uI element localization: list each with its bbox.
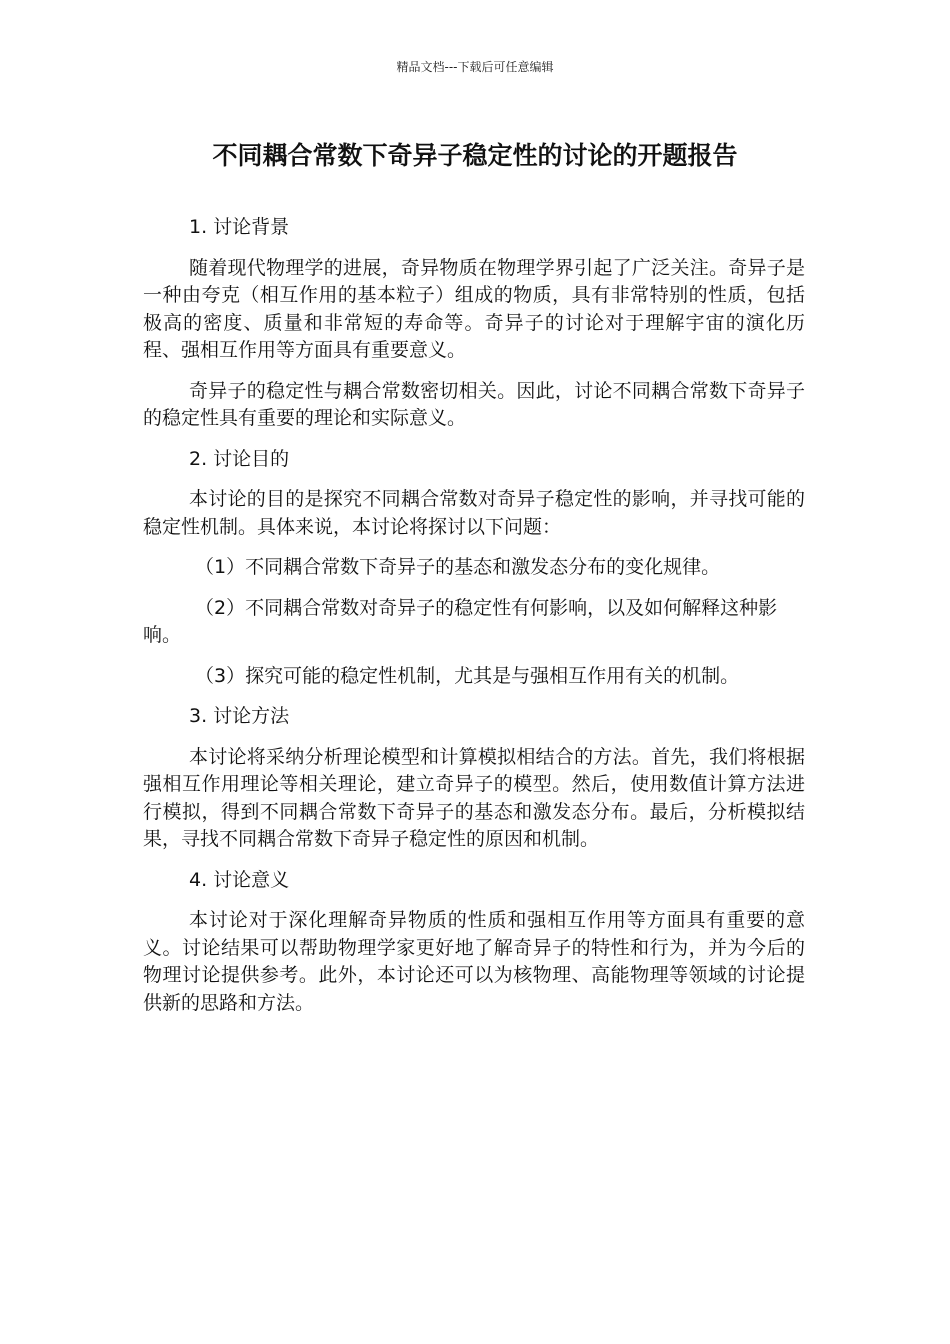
paragraph: 本讨论的目的是探究不同耦合常数对奇异子稳定性的影响，并寻找可能的稳定性机制。具体来说，本讨论将探讨以下问题：: [143, 488, 805, 538]
section-heading-purpose: 2. 讨论目的: [189, 447, 290, 470]
list-item: （2）不同耦合常数对奇异子的稳定性有何影响，以及如何解释这种影响。: [143, 596, 778, 646]
paragraph: 本讨论将采纳分析理论模型和计算模拟相结合的方法。首先，我们将根据强相互作用理论等相关理论，建立奇异子的模型。然后，使用数值计算方法进行模拟，得到不同耦合常数下奇异子的基态和激发态分布。最后，分析模拟结果，寻找不同耦合常数下奇异子稳定性的原因和机制。: [143, 745, 805, 850]
paragraph: 本讨论对于深化理解奇异物质的性质和强相互作用等方面具有重要的意义。讨论结果可以帮助物理学家更好地了解奇异子的特性和行为，并为今后的物理讨论提供参考。此外，本讨论还可以为核物理、高能物理等领域的讨论提供新的思路和方法。: [143, 909, 805, 1014]
section-heading-method: 3. 讨论方法: [189, 705, 290, 727]
header-note: 精品文档---下载后可任意编辑: [396, 60, 554, 74]
paragraph: 奇异子的稳定性与耦合常数密切相关。因此，讨论不同耦合常数下奇异子的稳定性具有重要的理论和实际意义。: [143, 379, 805, 429]
list-item: （1）不同耦合常数下奇异子的基态和激发态分布的变化规律。: [195, 556, 721, 578]
list-item: （3）探究可能的稳定性机制，尤其是与强相互作用有关的机制。: [195, 664, 740, 687]
section-heading-significance: 4. 讨论意义: [189, 868, 290, 891]
document-title: 不同耦合常数下奇异子稳定性的讨论的开题报告: [212, 141, 738, 170]
paragraph: 随着现代物理学的进展，奇异物质在物理学界引起了广泛关注。奇异子是一种由夸克（相互作用的基本粒子）组成的物质，具有非常特别的性质，包括极高的密度、质量和非常短的寿命等。奇异子的讨论对于理解宇宙的演化历程、强相互作用等方面具有重要意义。: [143, 256, 805, 361]
section-heading-background: 1. 讨论背景: [189, 216, 290, 238]
document-body: [143, 214, 805, 1030]
